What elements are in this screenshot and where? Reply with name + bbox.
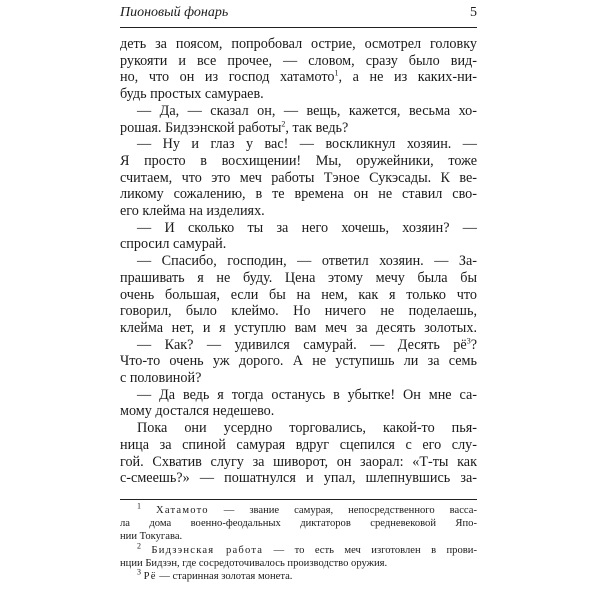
footnote-marker: 3: [466, 335, 471, 345]
text-line: — Да, — сказал он, — вещь, кажется, весьма хо-: [137, 102, 477, 119]
footnote-marker: 2: [281, 118, 286, 128]
footnote-line: ла дома военно-феодальных диктаторов средневековой Япо-: [120, 518, 477, 530]
footnote-line: нции Бидзэн, где сосредоточивалось производство оружия.: [120, 557, 388, 569]
footnote-term: Рё: [143, 571, 157, 583]
main-text: [120, 36, 477, 487]
footnote-term: Хатамото: [155, 505, 209, 516]
text-line: но, что он из господ хатамото$^1$, а не из каких-ни-: [120, 68, 477, 86]
text-line: рукояти и все прочее, — словом, сразу было вид-: [120, 52, 477, 69]
page-header: [120, 5, 477, 25]
text-line: будь простых самураев.: [120, 86, 264, 103]
text-line: — Ну и глаз у вас! — воскликнул хозяин. —: [137, 136, 477, 153]
footnote-marker: 1: [334, 68, 339, 78]
text-line: ница за спиной самурая вдруг сцепился с его слу-: [120, 436, 477, 453]
footnote-1: $^1$ Хатамото — звание самурая, непосредственного васса-: [137, 501, 477, 516]
footnote-line: нии Токугава.: [120, 531, 183, 543]
text-line: клейма нет, и я уступлю вам меч за десять золотых.: [120, 319, 477, 336]
text-line: прашивать я не буду. Цена этому мечу была бы: [120, 269, 477, 286]
text-line: с половиной?: [120, 370, 202, 387]
footnotes: [120, 501, 477, 583]
text-line: мому достался недешево.: [120, 403, 275, 420]
text-line: считаем, что это меч работы Тэное Сукэсады. К ве-: [120, 169, 477, 186]
text-line: с-смеешь?» — пошатнулся и упал, шлепнувшись за-: [120, 470, 477, 487]
text-line: ликому сожалению, в те времена он не ставил сво-: [120, 186, 477, 203]
text-line: Что-то очень уж дорого. А не уступишь ли за семь: [120, 353, 477, 370]
header-rule: [120, 27, 477, 28]
text-line: его клейма на изделиях.: [120, 203, 265, 220]
text-line: — Да ведь я тогда останусь в убытке! Он мне са-: [137, 386, 477, 403]
running-title: Пионовый фонарь: [120, 5, 229, 20]
text-line: Я просто в восхищении! Мы, оружейники, тоже: [120, 152, 477, 169]
text-line: деть за поясом, попробовал острие, осмотрел головку: [120, 36, 477, 52]
text-line: — Как? — удивился самурай. — Десять $рё^3$?: [137, 335, 477, 353]
text-line: рошая. Бидзэнской работы$^2$, так ведь?: [120, 118, 349, 136]
footnote-rule: [120, 499, 477, 500]
footnote-2: $^2$ Бидзэнская работа — то есть меч изготовлен в прови-: [137, 541, 477, 556]
text-line: — И сколько ты за него хочешь, хозяин? —: [137, 219, 477, 236]
page-number: 5: [470, 5, 477, 20]
text-line: гой. Схватив слугу за шиворот, он заорал: «Т-ты как: [120, 453, 477, 470]
footnote-term: Бидзэнская работа: [151, 544, 264, 556]
text-line: Пока они усердно торговались, какой-то пья-: [137, 420, 477, 437]
text-line: спросил самурай.: [120, 236, 227, 253]
footnote-3: $^3$ Рё — старинная золотая монета.: [137, 567, 293, 583]
text-line: — Спасибо, господин, — ответил хозяин. — За-: [137, 253, 477, 270]
text-line: очень большая, если бы на нем, как я только что: [120, 286, 477, 303]
text-line: говорил, было клеймо. Но ничего не поделаешь,: [120, 303, 477, 320]
